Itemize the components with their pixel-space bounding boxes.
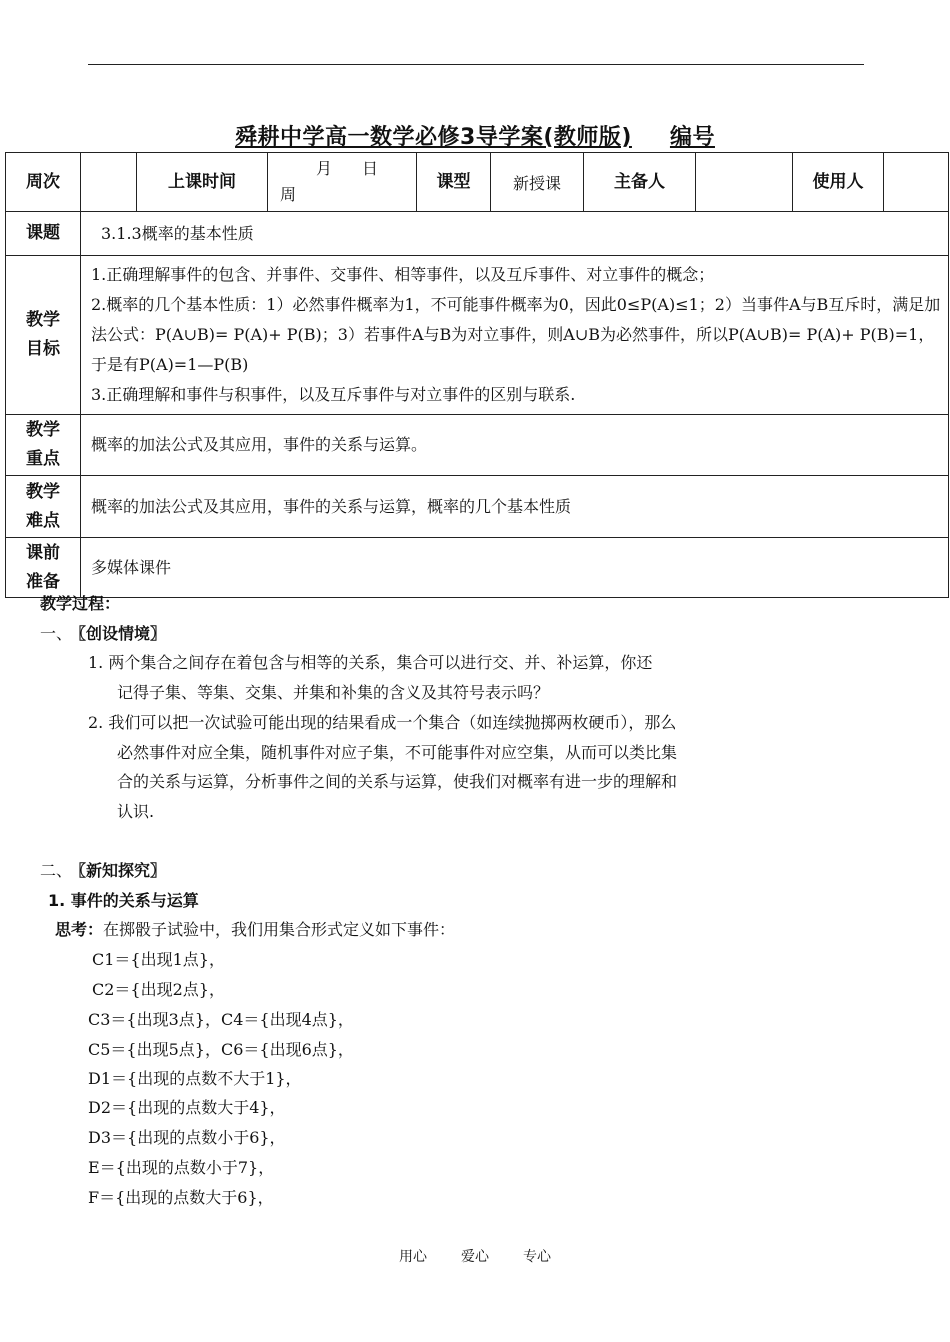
prep-label [6, 538, 81, 598]
key-label [6, 415, 81, 476]
s1-line: 记得子集、等集、交集、并集和补集的含义及其符号表示吗？ [117, 683, 550, 702]
difficulty-label-line2: 难点 [26, 510, 60, 531]
event-definition: D3＝{出现的点数小于6}， [88, 1128, 286, 1147]
info-row-difficulty [6, 476, 949, 538]
lesson-type-value: 新授课 [491, 153, 584, 212]
week-label: 周次 [6, 153, 81, 212]
think-prompt [55, 916, 455, 944]
section1-title: 〖创设情境〗 [78, 624, 167, 643]
event-definition: C5＝{出现5点}，C6＝{出现6点}， [88, 1040, 354, 1059]
page-footer [0, 1246, 950, 1266]
topic-label: 课题 [6, 212, 81, 256]
s1-line: 1. 两个集合之间存在着包含与相等的关系，集合可以进行交、并、补运算，你还 [88, 653, 653, 672]
goals-value [81, 256, 949, 415]
section2-title: 〖新知探究〗 [78, 861, 167, 880]
think-label: 思考： [55, 920, 104, 939]
think-text: 在掷骰子试验中，我们用集合形式定义如下事件： [103, 920, 456, 939]
key-label-line2: 重点 [26, 449, 60, 469]
prep-value: 多媒体课件 [81, 538, 949, 598]
prep-label-line1: 课前 [26, 542, 60, 563]
event-definition: D2＝{出现的点数大于4}， [88, 1098, 286, 1117]
event-definition: F＝{出现的点数大于6}， [88, 1188, 274, 1207]
event-definition: C2＝{出现2点}， [92, 980, 225, 999]
info-row-key-points [6, 415, 949, 476]
goals-label-line2: 目标 [26, 339, 60, 359]
month-label: 月 [316, 159, 333, 178]
footer-word: 专心 [523, 1249, 551, 1265]
day-label: 日 [362, 159, 379, 178]
event-definition: C3＝{出现3点}，C4＝{出现4点}， [88, 1010, 354, 1029]
key-label-line1: 教学 [26, 420, 60, 440]
event-definition: C1＝{出现1点}， [92, 950, 225, 969]
document-title [0, 120, 950, 151]
number-label: 编号 [669, 125, 715, 150]
section2-number: 二、 [40, 861, 73, 880]
topic-value: 3.1.3概率的基本性质 [81, 212, 949, 256]
info-row-goals [6, 256, 949, 415]
event-definition: E＝{出现的点数小于7}， [88, 1158, 275, 1177]
event-definition: D1＝{出现的点数不大于1}， [88, 1069, 302, 1088]
prep-label-line2: 准备 [26, 571, 60, 592]
section1-heading [40, 620, 166, 648]
user-label: 使用人 [793, 153, 884, 212]
preparer-value [696, 153, 793, 212]
process-heading: 教学过程： [40, 594, 121, 613]
user-value [884, 153, 949, 212]
class-time-value [268, 153, 417, 212]
goal-item: 1.正确理解事件的包含、并事件、交事件、相等事件，以及互斥事件、对立事件的概念； [91, 265, 715, 284]
difficulty-value: 概率的加法公式及其应用，事件的关系与运算，概率的几个基本性质 [81, 476, 949, 538]
lesson-type-label: 课型 [417, 153, 491, 212]
difficulty-label [6, 476, 81, 538]
subsection1-title: 1. 事件的关系与运算 [48, 891, 199, 910]
difficulty-label-line1: 教学 [26, 481, 60, 502]
lesson-info-table [5, 152, 949, 598]
goal-item: 2.概率的几个基本性质：1）必然事件概率为1，不可能事件概率为0，因此0≤P(A)≤1；2）当事件A与B互斥时，满足加法公式：P(A∪B)= P(A)+ P(B)；3）若事件A与B为对立事件，则A∪B为必然事件，所以P(A∪B)= P(A)+ P(B)=1，于是有P(A)=1—P(B) [91, 295, 941, 374]
s1-line: 合的关系与运算，分析事件之间的关系与运算，使我们对概率有进一步的理解和 [117, 772, 678, 791]
goals-label-line1: 教学 [26, 310, 60, 330]
title-text: 舜耕中学高一数学必修3导学案(教师版) [235, 125, 632, 150]
section1-number: 一、 [40, 624, 73, 643]
info-row-schedule [6, 153, 949, 212]
s1-line: 必然事件对应全集，随机事件对应子集，不可能事件对应空集，从而可以类比集 [117, 743, 678, 762]
week-value [81, 153, 137, 212]
header-rule [88, 64, 864, 65]
footer-word: 爱心 [461, 1249, 489, 1265]
info-row-preparation [6, 538, 949, 598]
key-value: 概率的加法公式及其应用，事件的关系与运算。 [81, 415, 949, 476]
s1-line: 2. 我们可以把一次试验可能出现的结果看成一个集合（如连续抛掷两枚硬币），那么 [88, 713, 677, 732]
goals-label [6, 256, 81, 415]
weekday-label: 周 [280, 185, 297, 204]
section2-heading [40, 857, 166, 885]
info-row-topic [6, 212, 949, 256]
preparer-label: 主备人 [584, 153, 696, 212]
s1-line: 认识. [117, 802, 155, 821]
goal-item: 3.正确理解和事件与积事件，以及互斥事件与对立事件的区别与联系. [91, 385, 576, 404]
footer-word: 用心 [399, 1249, 427, 1265]
class-time-label: 上课时间 [137, 153, 268, 212]
